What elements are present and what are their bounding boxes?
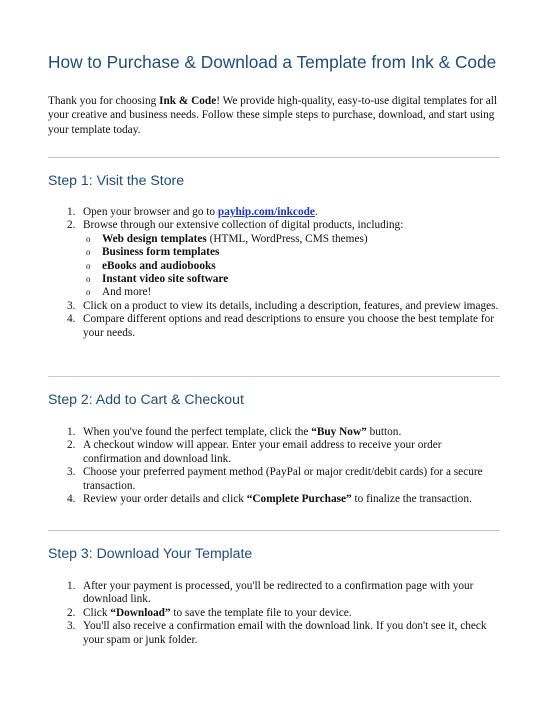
bullet-icon: o bbox=[86, 274, 91, 285]
list-item bbox=[67, 439, 500, 466]
list-item-text: Review your order details and click bbox=[83, 493, 247, 506]
list-item bbox=[67, 300, 500, 313]
list-item bbox=[67, 313, 500, 340]
download-label: “Download” bbox=[110, 606, 171, 619]
bullet-icon: o bbox=[86, 247, 91, 258]
list-number: 1. bbox=[67, 206, 76, 218]
list-item-text: . bbox=[314, 206, 318, 218]
brand-name: Ink & Code bbox=[159, 95, 217, 107]
step1-list bbox=[67, 206, 500, 340]
list-item-text: Compare different options and read descriptions to ensure you choose the best template for your needs. bbox=[83, 313, 495, 339]
list-number: 4. bbox=[67, 493, 76, 506]
intro-paragraph bbox=[48, 94, 500, 137]
list-number: 2. bbox=[67, 439, 76, 452]
step3-heading: Step 3: Download Your Template bbox=[48, 545, 253, 561]
bullet-icon: o bbox=[86, 287, 91, 298]
list-item-text: A checkout window will appear. Enter your email address to receive your order confirmation and download link. bbox=[83, 439, 442, 465]
list-item-text: You'll also receive a confirmation email with the download link. If you don't see it, check your spam or junk folder. bbox=[83, 620, 487, 646]
step2-list bbox=[67, 426, 500, 506]
list-item-text: button. bbox=[366, 426, 402, 438]
sub-list-item bbox=[67, 260, 500, 273]
intro-text-start: Thank you for choosing bbox=[48, 95, 160, 107]
sub-list-item bbox=[67, 246, 500, 259]
list-item-text: After your payment is processed, you'll be redirected to a confirmation page with your download link. bbox=[83, 580, 474, 606]
list-item bbox=[67, 607, 500, 620]
bullet-icon: o bbox=[86, 260, 91, 271]
bullet-icon: o bbox=[86, 233, 91, 244]
product-category-detail: And more! bbox=[102, 286, 152, 299]
list-item-text: to save the template file to your device. bbox=[170, 606, 352, 619]
product-category: eBooks and audiobooks bbox=[102, 259, 216, 272]
list-item-text: Click bbox=[83, 606, 111, 619]
list-item-text: Browse through our extensive collection of digital products, including: bbox=[83, 219, 404, 232]
list-item bbox=[67, 219, 500, 232]
intro-text-end: ! We provide high-quality, easy-to-use digital templates for all your creative and business needs. Follow these simple steps to purchase, download, and start using your template today. bbox=[48, 95, 498, 136]
list-item-text: Click on a product to view its details, including a description, features, and preview images. bbox=[83, 299, 499, 312]
sub-list-item bbox=[67, 273, 500, 286]
section-divider bbox=[48, 376, 500, 377]
list-item bbox=[67, 580, 500, 607]
list-item bbox=[67, 206, 500, 219]
list-item-text: When you've found the perfect template, click the bbox=[83, 426, 312, 438]
list-number: 2. bbox=[67, 219, 76, 232]
list-item bbox=[67, 620, 500, 647]
list-item bbox=[67, 466, 500, 493]
section-divider bbox=[48, 157, 500, 158]
section-divider bbox=[48, 530, 500, 531]
list-item-text: to finalize the transaction. bbox=[351, 493, 472, 506]
product-category-detail: (HTML, WordPress, CMS themes) bbox=[206, 232, 368, 245]
list-number: 1. bbox=[67, 580, 76, 592]
product-category: Web design templates bbox=[102, 232, 207, 245]
sub-list-item bbox=[67, 286, 500, 299]
list-number: 3. bbox=[67, 299, 76, 312]
complete-purchase-label: “Complete Purchase” bbox=[246, 493, 352, 506]
step3-list bbox=[67, 580, 500, 647]
list-number: 1. bbox=[67, 426, 76, 438]
step2-heading: Step 2: Add to Cart & Checkout bbox=[48, 391, 244, 407]
list-item-text: Open your browser and go to bbox=[83, 206, 218, 218]
buy-now-label: “Buy Now” bbox=[311, 426, 367, 438]
list-number: 2. bbox=[67, 606, 76, 619]
list-item-text: Choose your preferred payment method (PayPal or major credit/debit cards) for a secure transaction. bbox=[83, 466, 483, 492]
page-title: How to Purchase & Download a Template from Ink & Code bbox=[48, 52, 497, 72]
list-number: 4. bbox=[67, 313, 76, 326]
product-category: Business form templates bbox=[102, 246, 220, 259]
sub-list-item bbox=[67, 233, 500, 246]
step1-heading: Step 1: Visit the Store bbox=[48, 172, 185, 188]
list-item bbox=[67, 426, 500, 439]
store-link[interactable]: payhip.com/inkcode bbox=[217, 206, 315, 218]
list-number: 3. bbox=[67, 466, 76, 479]
list-number: 3. bbox=[67, 620, 76, 633]
list-item bbox=[67, 493, 500, 506]
product-category: Instant video site software bbox=[102, 273, 229, 286]
